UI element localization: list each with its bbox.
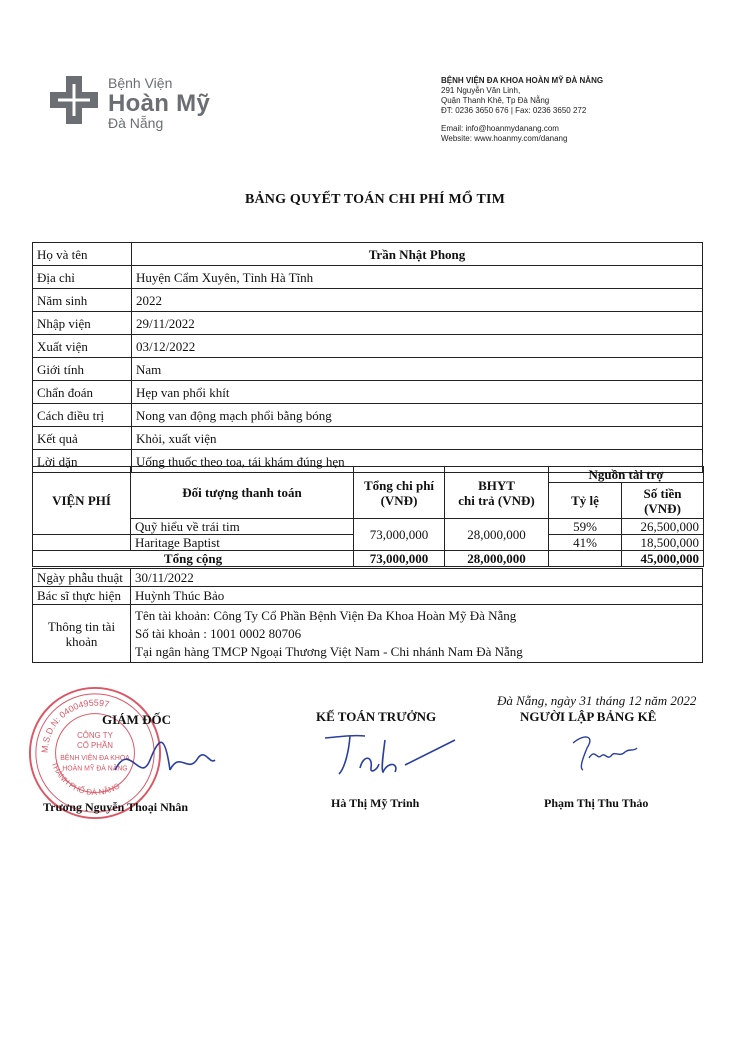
patient-row — [33, 427, 703, 450]
website: Website: www.hoanmy.com/danang — [441, 134, 568, 143]
address-line-1: 291 Nguyễn Văn Linh, — [441, 86, 521, 95]
doctor-value: Huỳnh Thúc Bảo — [131, 587, 703, 605]
patient-field-value: 03/12/2022 — [132, 335, 703, 358]
sponsor-2-amount: 18,500,000 — [622, 535, 704, 551]
patient-info-table — [32, 242, 703, 473]
stamp-line-3: BỆNH VIỆN ĐA KHOA — [60, 754, 130, 762]
director-title: GIÁM ĐỐC — [102, 712, 171, 727]
sponsor-1-ratio: 59% — [549, 519, 622, 535]
header-total-cost-line2: (VNĐ) — [380, 492, 418, 508]
header-bhyt-line1: BHYT — [478, 477, 515, 493]
header-funding-source: Nguồn tài trợ — [549, 467, 704, 483]
patient-row — [33, 358, 703, 381]
document-title: BẢNG QUYẾT TOÁN CHI PHÍ MỔ TIM — [244, 192, 506, 207]
patient-field-value: Hẹp van phổi khít — [132, 381, 703, 404]
patient-field-label: Nhập viện — [33, 312, 132, 335]
account-name: Tên tài khoản: Công Ty Cổ Phần Bệnh Viện Đa Khoa Hoàn Mỹ Đà Nẵng — [135, 607, 517, 623]
surgery-date-label: Ngày phẫu thuật — [33, 569, 131, 587]
patient-field-value: 29/11/2022 — [132, 312, 703, 335]
header-bhyt — [445, 467, 549, 519]
email: Email: info@hoanmydanang.com — [441, 124, 559, 133]
accountant-title: KẾ TOÁN TRƯỞNG — [316, 709, 437, 724]
stamp-text-top: M.S.D.N: 0400495597 — [39, 697, 111, 754]
patient-field-value: Khỏi, xuất viện — [132, 427, 703, 450]
patient-row — [33, 335, 703, 358]
stamp-line-1: CÔNG TY — [77, 731, 113, 741]
director-signature — [110, 730, 220, 790]
sum-total: 73,000,000 — [354, 551, 445, 567]
preparer-title: NGƯỜI LẬP BẢNG KÊ — [520, 709, 657, 724]
patient-field-value: Huyện Cẩm Xuyên, Tỉnh Hà Tĩnh — [132, 266, 703, 289]
surgery-account-table — [32, 568, 703, 663]
patient-field-label: Năm sinh — [33, 289, 132, 312]
patient-row — [33, 243, 703, 266]
doctor-label: Bác sĩ thực hiện — [33, 587, 131, 605]
sponsor-2-name: Haritage Baptist — [131, 535, 354, 551]
account-info — [131, 605, 703, 663]
address-line-2: Quận Thanh Khê, Tp Đà Nẵng — [441, 96, 550, 105]
patient-row — [33, 266, 703, 289]
sum-amount: 45,000,000 — [622, 551, 704, 567]
sum-bhyt: 28,000,000 — [445, 551, 549, 567]
header-amount-line2: (VNĐ) — [644, 500, 681, 516]
patient-field-label: Giới tính — [33, 358, 132, 381]
preparer-name: Phạm Thị Thu Thảo — [544, 796, 649, 810]
patient-field-label: Chẩn đoán — [33, 381, 132, 404]
patient-row — [33, 404, 703, 427]
hospital-contact — [441, 76, 603, 144]
hospital-name: BỆNH VIỆN ĐA KHOA HOÀN MỸ ĐÀ NẴNG — [441, 76, 604, 85]
director-name: Trương Nguyễn Thoại Nhân — [43, 800, 189, 814]
sponsor-1-name: Quỹ hiểu về trái tim — [131, 519, 354, 535]
patient-field-label: Xuất viện — [33, 335, 132, 358]
patient-row — [33, 381, 703, 404]
logo-line-2: Hoàn Mỹ — [108, 89, 211, 117]
patient-field-label: Lời dặn — [33, 450, 132, 473]
patient-field-value: 2022 — [132, 289, 703, 312]
patient-field-value: Trần Nhật Phong — [132, 243, 703, 266]
bank-name: Tại ngân hàng TMCP Ngoại Thương Việt Nam - Chi nhánh Nam Đà Nẵng — [135, 643, 523, 659]
patient-field-label: Kết quả — [33, 427, 132, 450]
stamp-line-2: CỔ PHẦN — [77, 741, 113, 751]
account-number: Số tài khoản : 1001 0002 80706 — [135, 625, 302, 641]
header-ratio: Tỷ lệ — [549, 483, 622, 519]
patient-row — [33, 312, 703, 335]
fees-section-label: VIỆN PHÍ — [33, 467, 131, 535]
header-amount-line1: Số tiền — [643, 485, 682, 501]
header-bhyt-line2: chi trả (VNĐ) — [458, 492, 535, 508]
accountant-signature — [315, 730, 465, 780]
bhyt-paid-value: 28,000,000 — [445, 519, 549, 551]
hospital-logo-icon — [48, 74, 100, 126]
sum-label: Tổng cộng — [33, 551, 354, 567]
patient-field-label: Họ và tên — [33, 243, 132, 266]
phone-fax: ĐT: 0236 3650 676 | Fax: 0236 3650 272 — [441, 106, 587, 115]
patient-field-label: Cách điều trị — [33, 404, 132, 427]
accountant-name: Hà Thị Mỹ Trinh — [331, 796, 420, 810]
stamp-text-bottom: THÀNH PHỐ ĐÀ NẴNG — [49, 760, 122, 798]
header-total-cost-line1: Tổng chi phí — [363, 477, 435, 493]
surgery-date-value: 30/11/2022 — [131, 569, 703, 587]
total-cost-value: 73,000,000 — [354, 519, 445, 551]
sponsor-2-ratio: 41% — [549, 535, 622, 551]
header-amount — [622, 483, 704, 519]
stamp-line-4: HOÀN MỸ ĐÀ NẴNG — [62, 765, 128, 773]
fees-table — [32, 466, 704, 567]
patient-field-value: Nam — [132, 358, 703, 381]
hospital-logo-text — [108, 76, 210, 131]
patient-field-label: Địa chỉ — [33, 266, 132, 289]
preparer-signature — [565, 728, 645, 778]
patient-row — [33, 289, 703, 312]
patient-field-value: Uống thuốc theo toa, tái khám đúng hẹn — [132, 450, 703, 473]
header-payer: Đối tượng thanh toán — [131, 467, 354, 519]
patient-field-value: Nong van động mạch phổi bằng bóng — [132, 404, 703, 427]
header-total-cost — [354, 467, 445, 519]
sponsor-1-amount: 26,500,000 — [622, 519, 704, 535]
date-line: Đà Nẵng, ngày 31 tháng 12 năm 2022 — [497, 693, 697, 708]
logo-line-3: Đà Nẵng — [108, 114, 164, 131]
logo-line-1: Bệnh Viện — [108, 75, 173, 91]
account-label: Thông tin tài khoản — [33, 605, 131, 663]
